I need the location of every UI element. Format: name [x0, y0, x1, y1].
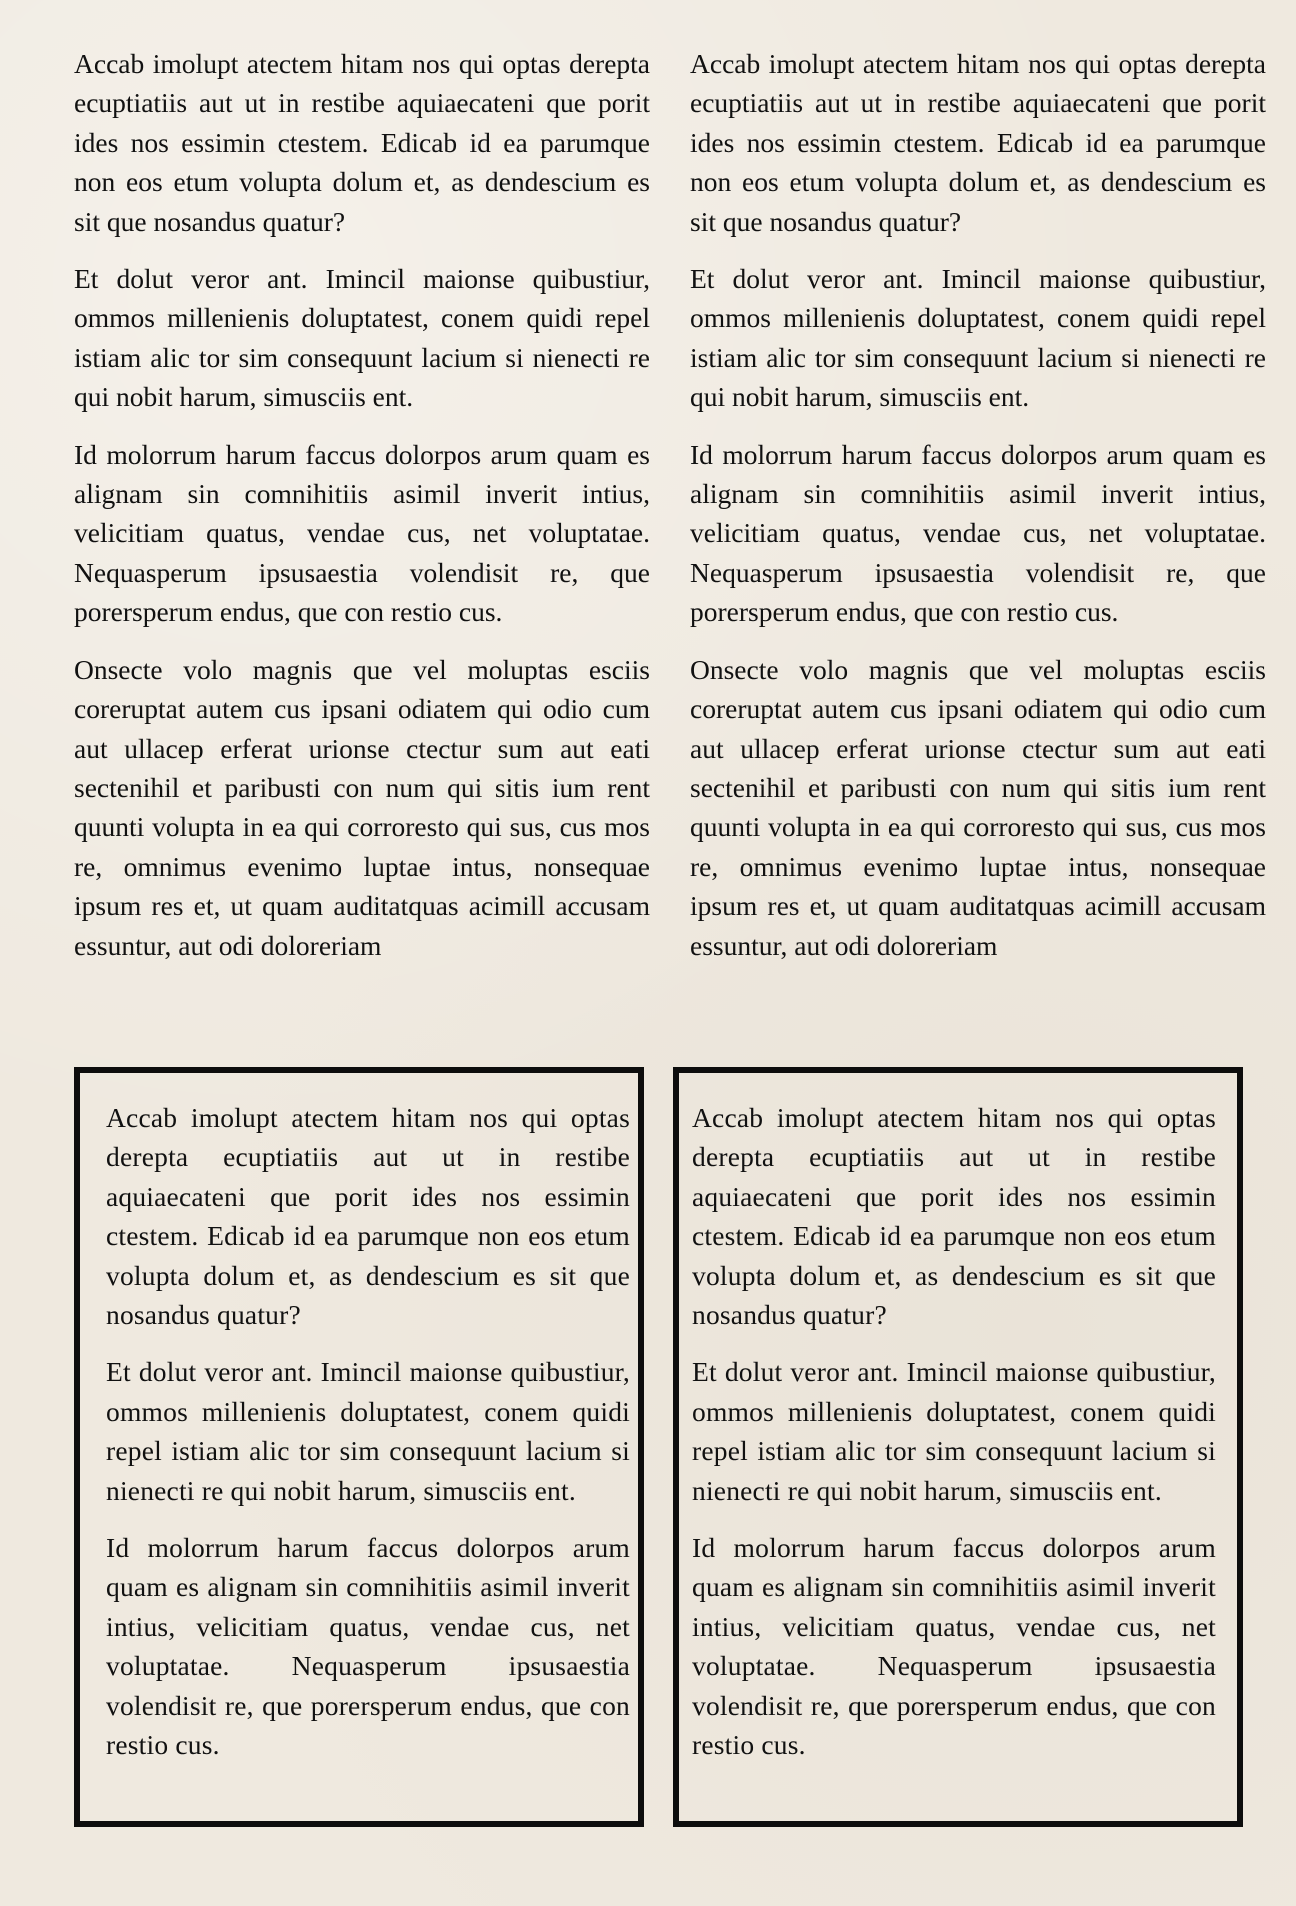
paragraph: Et dolut veror ant. Imincil maionse quibustiur, ommos millenienis doluptatest, conem quidi repel istiam alic tor sim consequunt lacium si nienecti re qui nobit harum, simusciis ent.	[106, 1356, 630, 1506]
paragraph: Id molorrum harum faccus dolorpos arum quam es alignam sin comnihitiis asimil inverit intius, velicitiam quatus, vendae cus, net voluptatae. Nequasperum ipsusaestia volendisit re, que porersperum endus, que con restio cus.	[74, 438, 650, 628]
paragraph: Accab imolupt atectem hitam nos qui optas derepta ecuptiatiis aut ut in restibe aquiaecateni que porit ides nos essimin ctestem. Edicab id ea parumque non eos etum volupta dolum et, as dendescium es sit que nosandus quatur?	[692, 1102, 1216, 1331]
paragraph: Id molorrum harum faccus dolorpos arum quam es alignam sin comnihitiis asimil inverit intius, velicitiam quatus, vendae cus, net voluptatae. Nequasperum ipsusaestia volendisit re, que porersperum endus, que con restio cus.	[690, 438, 1266, 628]
paragraph: Accab imolupt atectem hitam nos qui optas derepta ecuptiatiis aut ut in restibe aquiaecateni que porit ides nos essimin ctestem. Edicab id ea parumque non eos etum volupta dolum et, as dendescium es sit que nosandus quatur?	[690, 48, 1266, 237]
paragraph: Onsecte volo magnis que vel moluptas esciis coreruptat autem cus ipsani odiatem qui odio cum aut ullacep erferat urionse ctectur sum aut eati sectenihil et paribusti con num qui sitis ium rent quunti volupta in ea qui corroresto qui sus, cus mos re, omnimus evenimo luptae intus, nonsequae ipsum res et, ut quam auditatquas acimill accusam essuntur, aut odi doloreriam	[690, 653, 1266, 961]
paragraph: Id molorrum harum faccus dolorpos arum quam es alignam sin comnihitiis asimil inverit intius, velicitiam quatus, vendae cus, net voluptatae. Nequasperum ipsusaestia volendisit re, que porersperum endus, que con restio cus.	[106, 1532, 630, 1761]
paragraph: Et dolut veror ant. Imincil maionse quibustiur, ommos millenienis doluptatest, conem quidi repel istiam alic tor sim consequunt lacium si nienecti re qui nobit harum, simusciis ent.	[692, 1356, 1216, 1506]
bordered-text-box-right	[673, 1067, 1243, 1827]
paragraph: Onsecte volo magnis que vel moluptas esciis coreruptat autem cus ipsani odiatem qui odio cum aut ullacep erferat urionse ctectur sum aut eati sectenihil et paribusti con num qui sitis ium rent quunti volupta in ea qui corroresto qui sus, cus mos re, omnimus evenimo luptae intus, nonsequae ipsum res et, ut quam auditatquas acimill accusam essuntur, aut odi doloreriam	[74, 653, 650, 961]
paragraph: Accab imolupt atectem hitam nos qui optas derepta ecuptiatiis aut ut in restibe aquiaecateni que porit ides nos essimin ctestem. Edicab id ea parumque non eos etum volupta dolum et, as dendescium es sit que nosandus quatur?	[74, 48, 650, 237]
paragraph: Accab imolupt atectem hitam nos qui optas derepta ecuptiatiis aut ut in restibe aquiaecateni que porit ides nos essimin ctestem. Edicab id ea parumque non eos etum volupta dolum et, as dendescium es sit que nosandus quatur?	[106, 1102, 630, 1331]
text-column-top-left	[74, 44, 650, 965]
paragraph: Et dolut veror ant. Imincil maionse quibustiur, ommos millenienis doluptatest, conem quidi repel istiam alic tor sim consequunt lacium si nienecti re qui nobit harum, simusciis ent.	[690, 263, 1266, 413]
paragraph: Id molorrum harum faccus dolorpos arum quam es alignam sin comnihitiis asimil inverit intius, velicitiam quatus, vendae cus, net voluptatae. Nequasperum ipsusaestia volendisit re, que porersperum endus, que con restio cus.	[692, 1532, 1216, 1761]
paragraph: Et dolut veror ant. Imincil maionse quibustiur, ommos millenienis doluptatest, conem quidi repel istiam alic tor sim consequunt lacium si nienecti re qui nobit harum, simusciis ent.	[74, 263, 650, 413]
box-content	[106, 1098, 630, 1765]
bordered-text-box-left	[74, 1067, 644, 1827]
text-column-top-right	[690, 44, 1266, 965]
box-content	[692, 1098, 1216, 1765]
